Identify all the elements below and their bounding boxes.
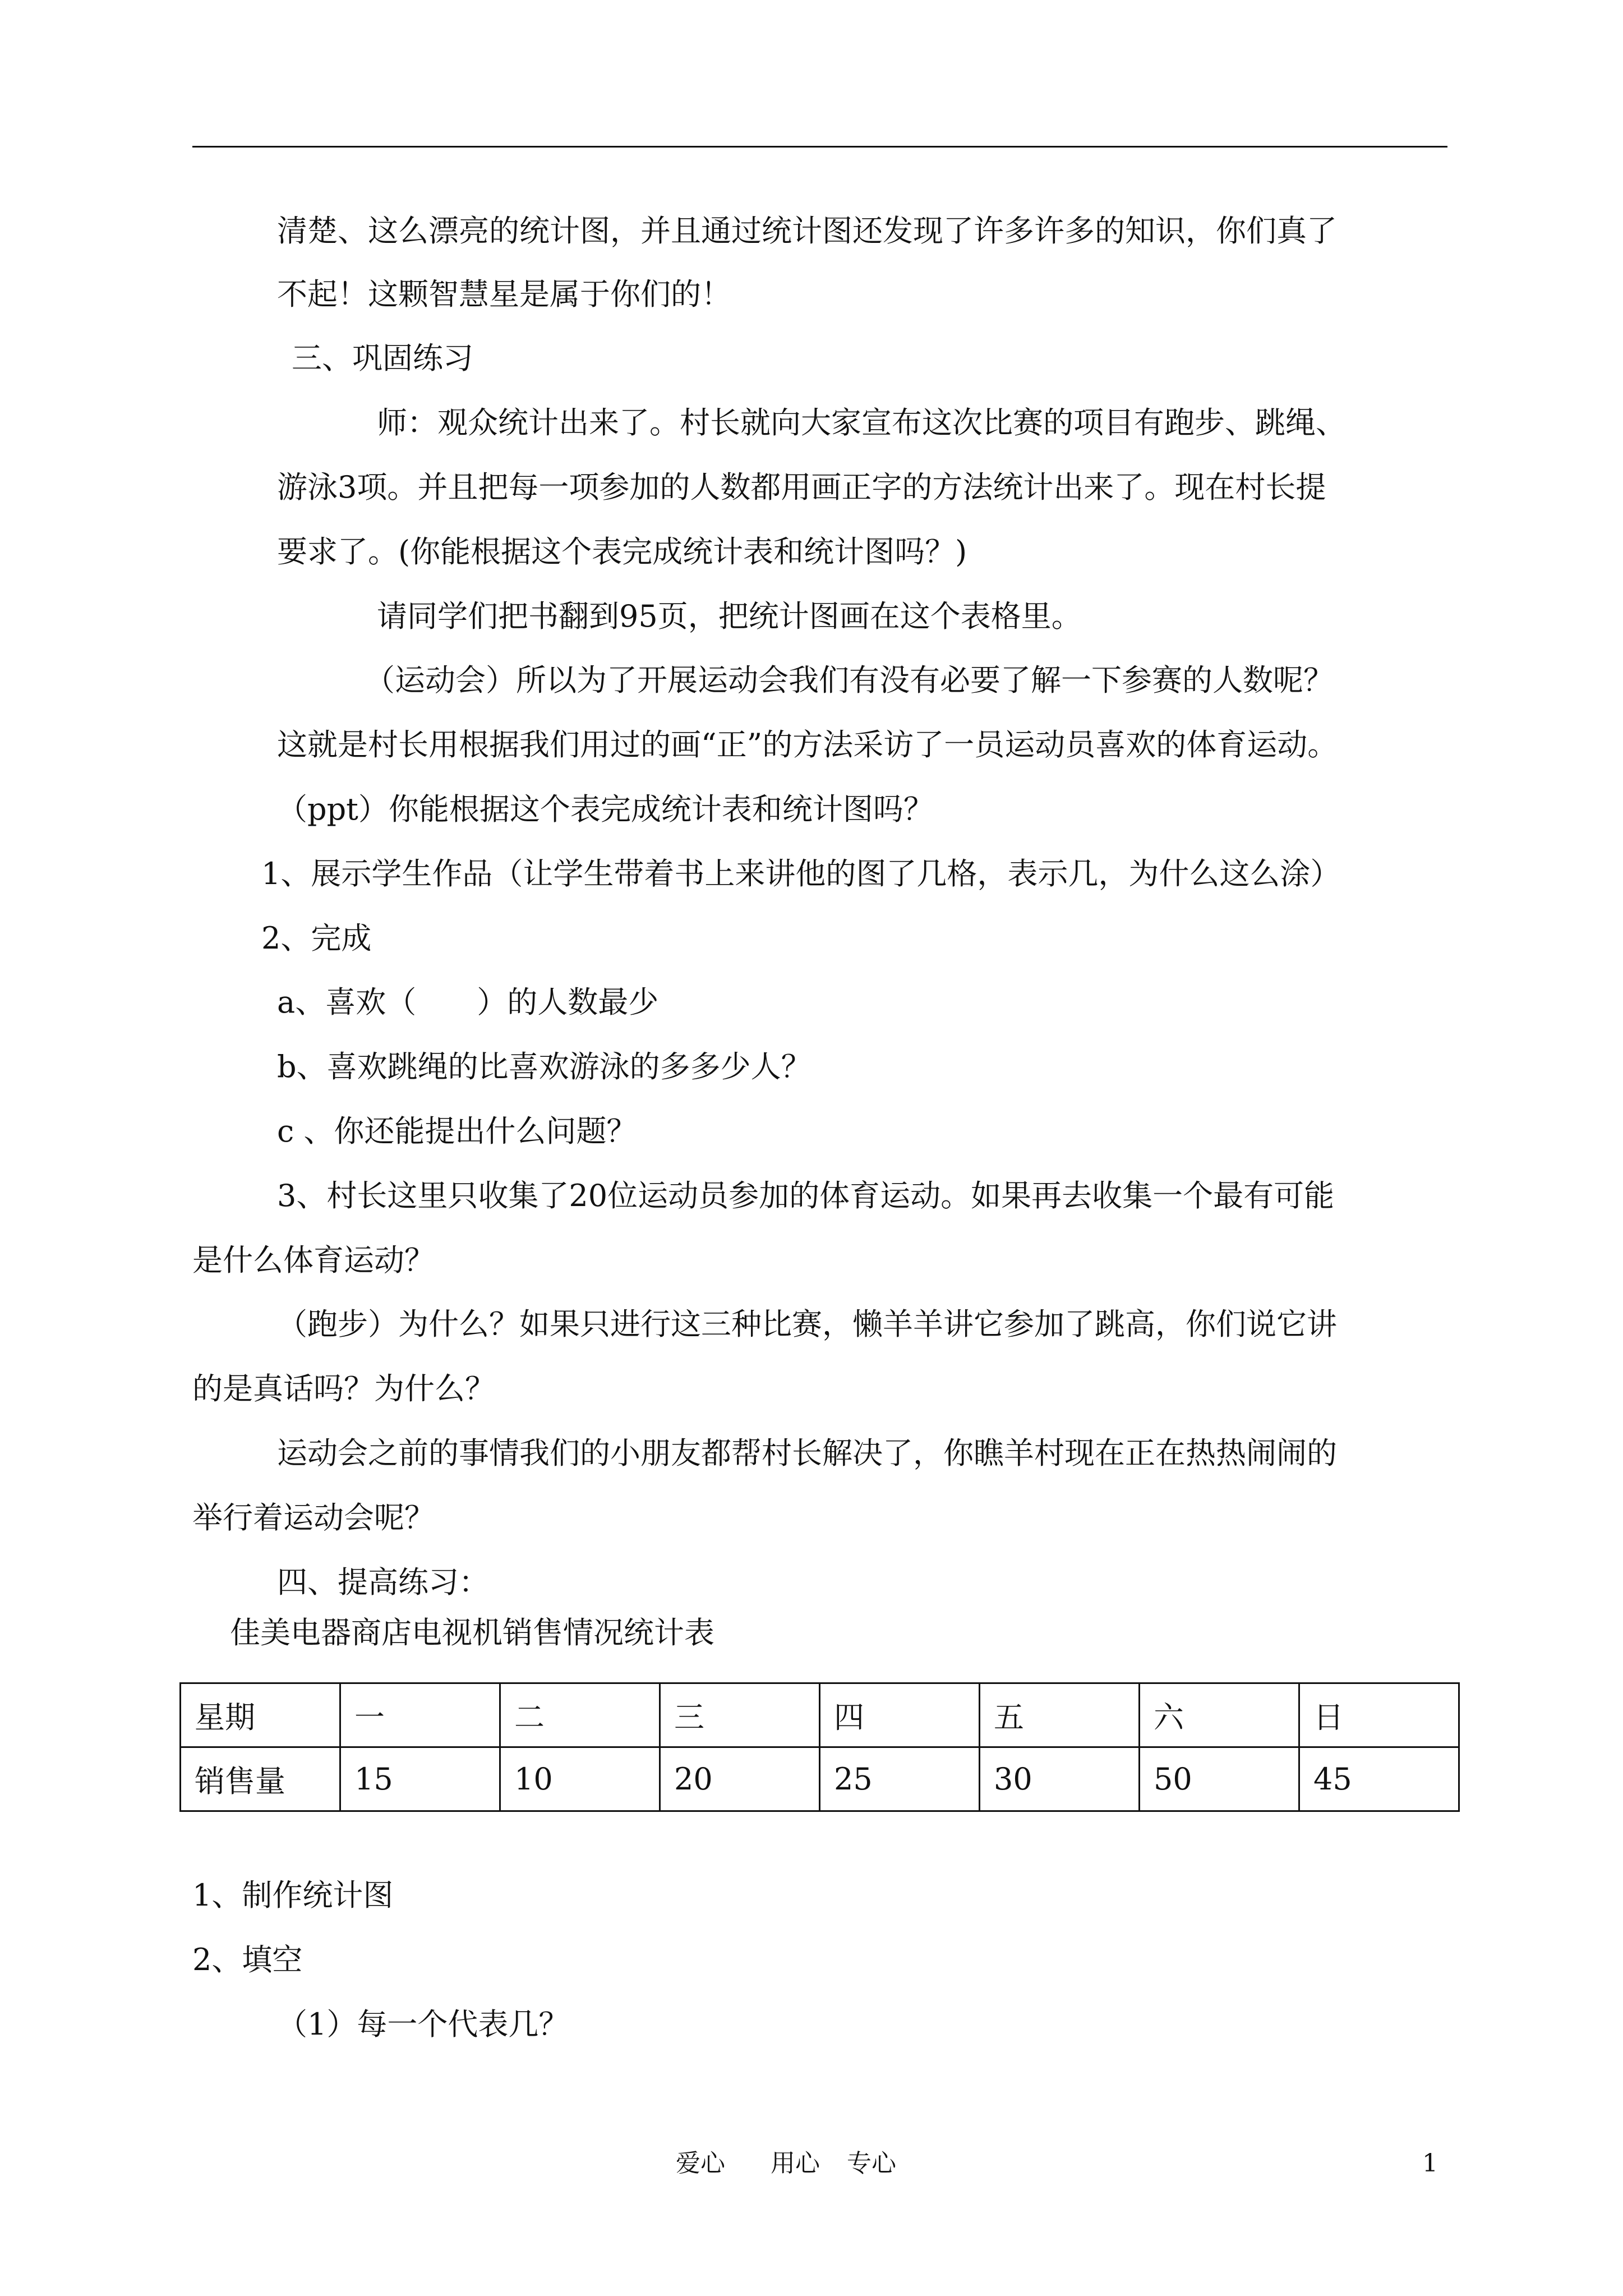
table-cell: 星期 [181,1683,340,1747]
paragraph-line: 要求了。(你能根据这个表完成统计表和统计图吗？) [277,534,967,569]
paragraph-line: （运动会）所以为了开展运动会我们有没有必要了解一下参赛的人数呢？ [365,662,1334,698]
table-cell: 四 [820,1683,980,1747]
table-cell: 15 [340,1747,500,1811]
table-cell: 日 [1299,1683,1459,1747]
footer-motto: 爱心 [676,2149,725,2178]
sales-table [179,1682,1460,1812]
paragraph-line: 不起！这颗智慧星是属于你们的！ [277,277,731,312]
list-item: 2、完成 [261,921,372,956]
table-title: 佳美电器商店电视机销售情况统计表 [230,1615,714,1650]
table-cell: 30 [980,1747,1140,1811]
table-cell: 25 [820,1747,980,1811]
table-cell: 20 [660,1747,820,1811]
paragraph-line: 的是真话吗？为什么？ [192,1371,495,1406]
table-cell: 三 [660,1683,820,1747]
table-row [181,1747,1459,1811]
paragraph-line: 运动会之前的事情我们的小朋友都帮村长解决了，你瞧羊村现在正在热热闹闹的 [277,1435,1337,1471]
table-cell: 六 [1140,1683,1299,1747]
paragraph-line: 这就是村长用根据我们用过的画“正”的方法采访了一员运动员喜欢的体育运动。 [277,727,1338,762]
table-row [181,1683,1459,1747]
list-item: 3、村长这里只收集了20位运动员参加的体育运动。如果再去收集一个最有可能 [277,1178,1335,1213]
paragraph-line: （ppt）你能根据这个表完成统计表和统计图吗？ [277,792,934,827]
table-cell: 销售量 [181,1747,340,1811]
table-cell: 五 [980,1683,1140,1747]
list-item: c 、你还能提出什么问题？ [277,1114,637,1149]
header-rule [192,146,1447,148]
page-number: 1 [1422,2149,1438,2178]
table-cell: 10 [500,1747,660,1811]
list-item: a、喜欢（ ）的人数最少 [277,984,659,1020]
paragraph-line: 是什么体育运动？ [192,1243,435,1278]
footer-motto: 专心 [847,2149,896,2178]
list-item: b、喜欢跳绳的比喜欢游泳的多多少人？ [277,1049,811,1084]
list-item: 1、制作统计图 [192,1878,394,1913]
paragraph-line: 游泳3项。并且把每一项参加的人数都用画正字的方法统计出来了。现在村长提 [277,470,1326,505]
paragraph-line: 请同学们把书翻到95页，把统计图画在这个表格里。 [377,599,1082,634]
table-cell: 一 [340,1683,500,1747]
list-item: （1）每一个代表几？ [277,2007,569,2042]
table-cell: 45 [1299,1747,1459,1811]
section-heading: 三、巩固练习 [292,341,473,376]
paragraph-line: 清楚、这么漂亮的统计图，并且通过统计图还发现了许多许多的知识，你们真了 [277,213,1337,249]
paragraph-line: 师：观众统计出来了。村长就向大家宣布这次比赛的项目有跑步、跳绳、 [377,405,1346,440]
footer-motto: 用心 [771,2149,820,2178]
table-cell: 50 [1140,1747,1299,1811]
table-cell: 二 [500,1683,660,1747]
list-item: 2、填空 [192,1942,303,1977]
section-heading: 四、提高练习： [277,1565,489,1600]
paragraph-line: （跑步）为什么？如果只进行这三种比赛，懒羊羊讲它参加了跳高，你们说它讲 [277,1306,1337,1342]
list-item: 1、展示学生作品（让学生带着书上来讲他的图了几格，表示几，为什么这么涂） [261,856,1341,891]
paragraph-line: 举行着运动会呢？ [192,1500,435,1535]
